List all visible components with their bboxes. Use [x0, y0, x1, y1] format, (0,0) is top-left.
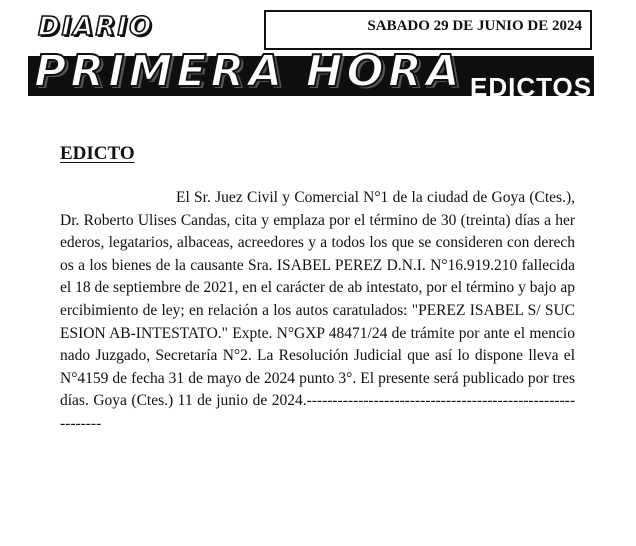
edict-body: El Sr. Juez Civil y Comercial N°1 de la ciudad de Goya (Ctes.), Dr. Roberto Ulises Candas, cita y emplaza por el término de 30 (treinta) días a herederos, legatarios, albaceas, acreedores y a todos los que se consideren con derechos a los bienes de la causante Sra. ISABEL PEREZ D.N.I. N°16.919.210 fallecida el 18 de septiembre de 2021, en el carácter de ab intestato, por el término y bajo apercibimiento de ley; en relación a los autos caratulados: "PEREZ ISABEL S/ SUCESION AB-INTESTATO." Expte. N°GXP 48471/24 de trámite por ante el mencionado Juzgado, Secretaría N°2. La Resolución Judicial que así lo dispone lleva el N°4159 de fecha 31 de mayo de 2024 punto 3°. El presente será publicado por tres días. Goya (Ctes.) 11 de junio de 2024.------------------------------------------------------------	[60, 189, 575, 432]
masthead-diario: DIARIO	[38, 12, 154, 42]
masthead	[28, 10, 594, 102]
publication-date: SABADO 29 DE JUNIO DE 2024	[367, 18, 582, 34]
edict-title: EDICTO	[60, 143, 135, 164]
masthead-title: PRIMERA HORA	[34, 46, 464, 97]
date-box	[264, 10, 592, 50]
section-label: EDICTOS	[470, 72, 593, 102]
